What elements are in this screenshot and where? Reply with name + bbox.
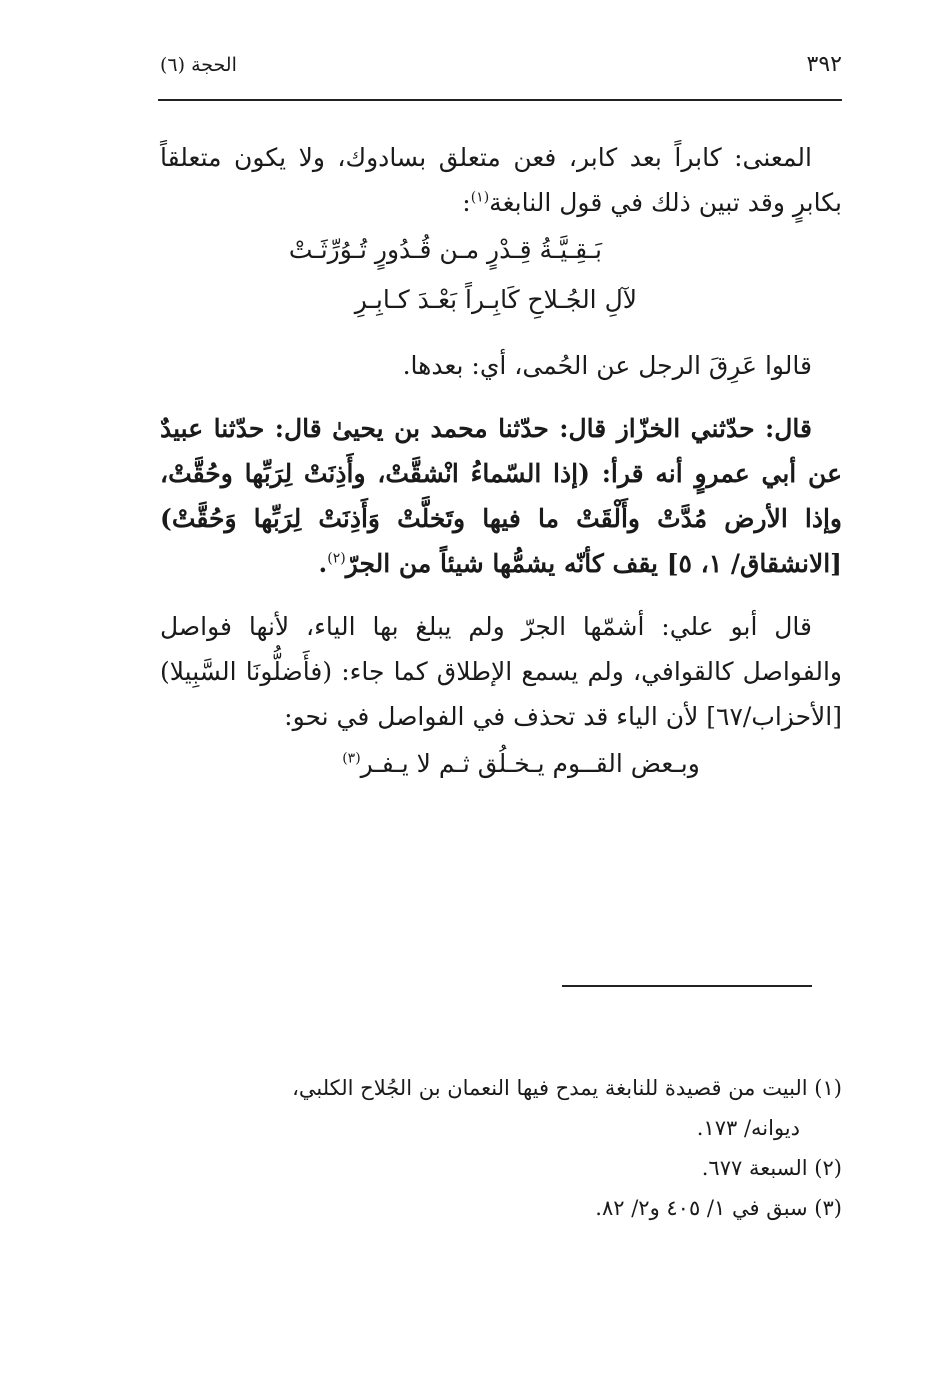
- footnote-ref-1: (١): [470, 189, 490, 206]
- paragraph-isnad: [160, 406, 842, 586]
- verse-line-1: بَـقِـيَّـةُ قِـدْرٍ مـن قُـدُورٍ تُـوُرِّثَـتْ: [288, 235, 602, 264]
- paragraph-isnad-text: قال: حدّثني الخزّاز قال: حدّثنا محمد بن يحيىٰ قال: حدّثنا عبيدٌ عن أبي عمروٍ أنه قرأ: (إذا السّماءُ انْشقَّتْ، وأَذِنَتْ لِرَبِّها وحُقَّتْ، وإذا الأرض مُدَّتْ وأَلْقَتْ ما فيها وتَخلَّتْ وَأَذِنَتْ لِرَبِّها وَحُقَّتْ) [الانشقاق/ ١، ٥] يقف كأنّه يشمُّها شيئاً من الجرّ: [160, 414, 842, 578]
- footnote-ref-3: (٣): [342, 750, 361, 767]
- page-header: [160, 52, 842, 88]
- paragraph-isnad-end: .: [318, 549, 328, 578]
- footnote-3: (٣) سبق في ١/ ٤٠٥ و٢/ ٨٢.: [595, 1196, 842, 1220]
- paragraph-meaning-text: المعنى: كابراً بعد كابر، فعن متعلق بسادوك، ولا يكون متعلقاً بكابرٍ وقد تبين ذلك في قول النابغة: [160, 143, 842, 217]
- isnad-block: [160, 406, 842, 586]
- footnote-ref-2: (٢): [327, 550, 346, 567]
- footnote-1-continuation: ديوانه/ ١٧٣.: [696, 1116, 800, 1140]
- spacer: [160, 586, 842, 604]
- footnote-rule: [562, 985, 812, 987]
- paragraph-qalu: قالوا عَرِقَ الرجل عن الحُمى، أي: بعدها.: [402, 351, 812, 380]
- paragraph-meaning-end: :: [462, 188, 471, 217]
- spacer: [160, 325, 842, 343]
- footnotes: [160, 1068, 842, 1228]
- spacer: [160, 388, 842, 406]
- footnote-1: (١) البيت من قصيدة للنابغة يمدح فيها النعمان بن الجُلاح الكلبي،: [292, 1076, 842, 1100]
- verse-line-3-text: وبـعض القــوم يـخـلُق ثـم لا يـفـر: [360, 749, 700, 778]
- footnote-2: (٢) السبعة ٦٧٧.: [701, 1156, 842, 1180]
- running-title: الحجة (٦): [160, 54, 237, 76]
- page-number: ٣٩٢: [806, 52, 842, 77]
- paragraph-abu-ali: قال أبو علي: أشمّها الجرّ ولم يبلغ بها الياء، لأنها فواصل والفواصل كالقوافي، ولم يسمع الإطلاق كما جاء: (فأَضلُّونَا السَّبِيلا) [الأحزاب/٦٧] لأن الياء قد تحذف في الفواصل في نحو:: [160, 612, 842, 731]
- verse-line-2: لآلِ الجُـلاحِ كَابِـراً بَعْـدَ كـابِـرِ: [354, 285, 637, 314]
- page-body: [160, 135, 842, 789]
- paragraph-meaning: [160, 135, 842, 225]
- header-rule: [158, 99, 842, 101]
- verse-line-3: [160, 739, 842, 789]
